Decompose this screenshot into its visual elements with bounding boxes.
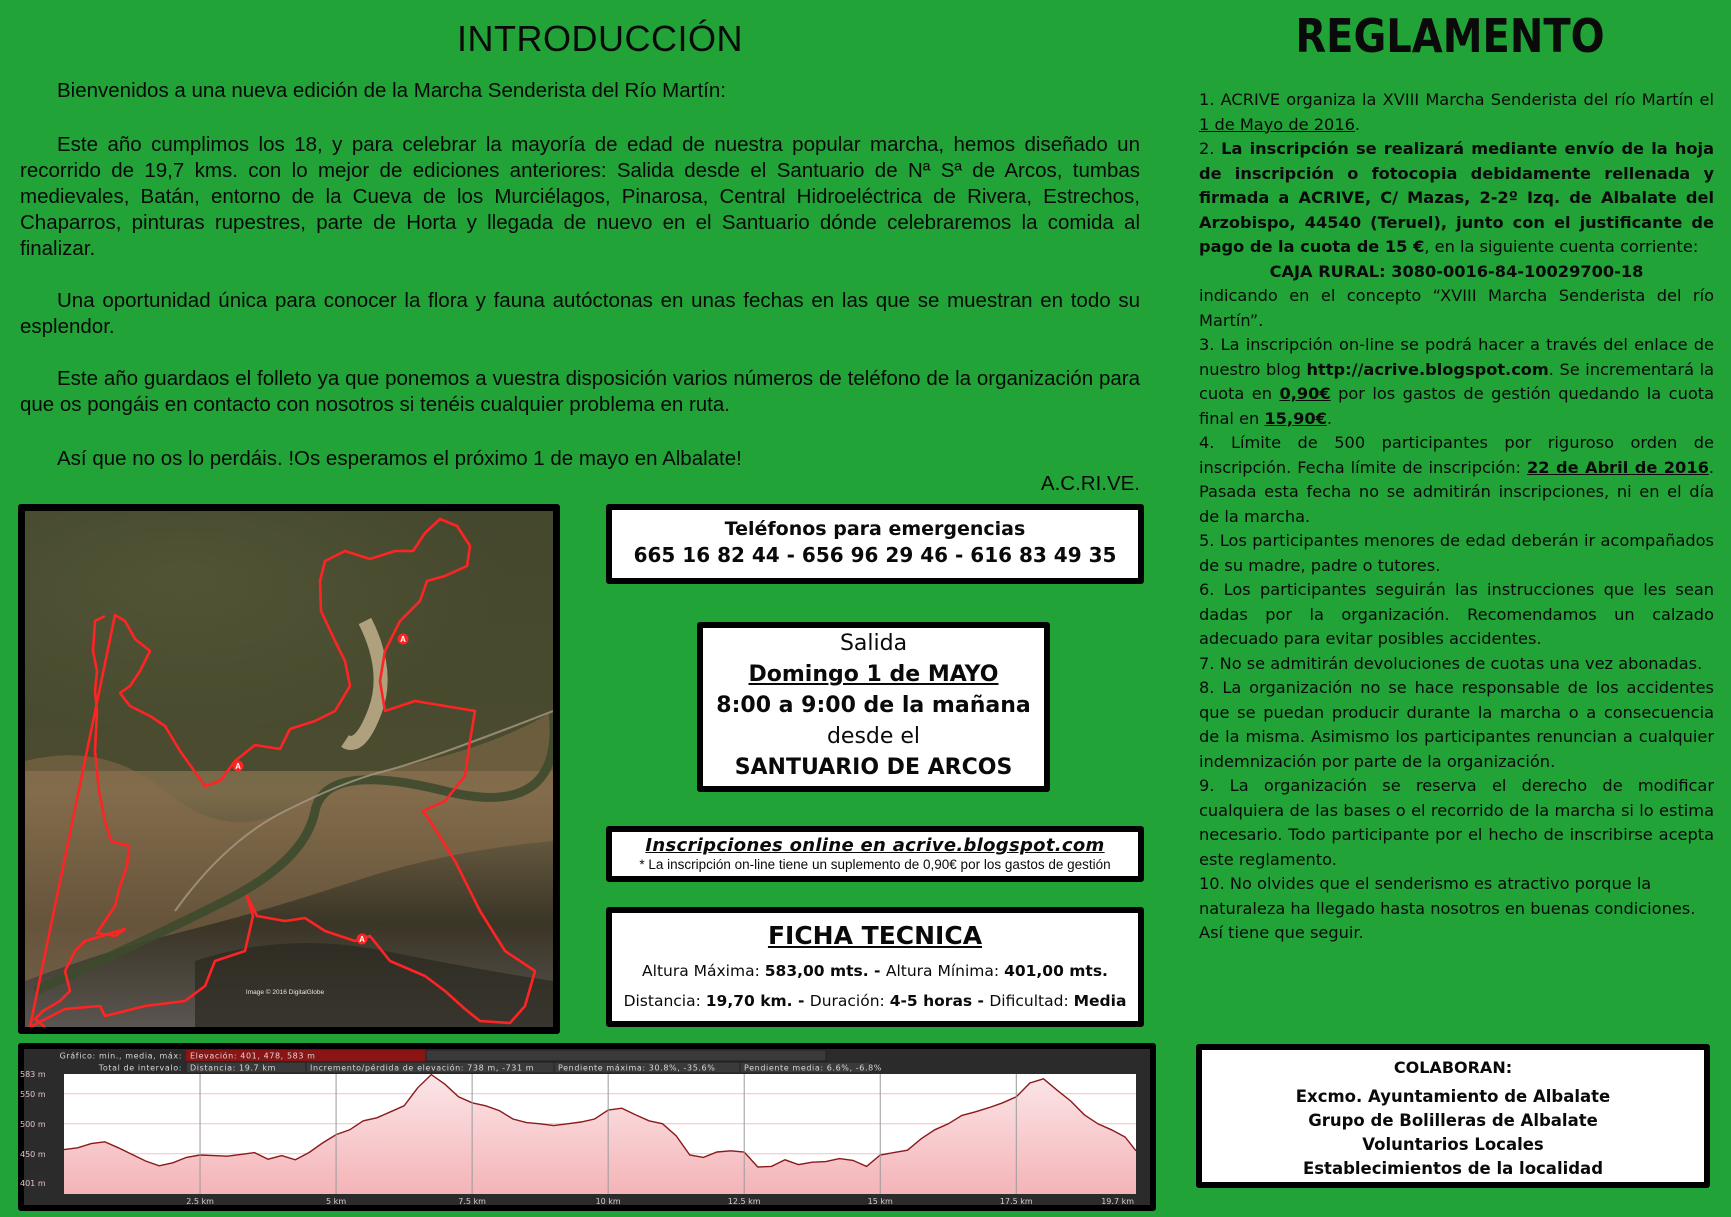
- distance-row: [612, 992, 1138, 1010]
- rule-3-text3: por los gastos de gestión quedando la cuota final en: [1199, 384, 1714, 428]
- map-canvas: [25, 511, 553, 1027]
- start-from-label: desde el: [826, 724, 921, 749]
- start-info-box: [697, 622, 1050, 792]
- start-location: SANTUARIO DE ARCOS: [734, 755, 1013, 780]
- phones-title: Teléfonos para emergencias: [724, 518, 1026, 540]
- header-interval-label: Total de intervalo:: [98, 1063, 182, 1073]
- online-fee: 0,90€: [1279, 384, 1331, 403]
- rule-2-number: 2.: [1199, 139, 1222, 158]
- intro-closing-paragraph: Así que no os lo perdáis. !Os esperamos el próximo 1 de mayo en Albalate!: [57, 447, 742, 470]
- route-marker-3: [357, 934, 368, 945]
- route-marker-2: [398, 634, 409, 645]
- y-tick-label: 583 m: [20, 1070, 46, 1079]
- rule-4: [1199, 431, 1714, 529]
- online-registration-note: * La inscripción on-line tiene un suplemento de 0,90€ por los gastos de gestión: [639, 857, 1111, 872]
- distance-label: Distancia:: [623, 992, 701, 1010]
- header-graph-label: Gráfico: min., media, máx:: [59, 1051, 182, 1061]
- intro-phones-paragraph: Este año guardaos el folleto ya que ponemos a vuestra disposición varios números de teléfono de la organización para que os pongáis en contacto con nosotros si tenéis cualquier problema en ruta.: [20, 367, 1140, 416]
- svg-text:A: A: [359, 935, 365, 944]
- x-tick-label: 12.5 km: [727, 1197, 761, 1206]
- distance-value: 19,70 km.: [705, 992, 793, 1010]
- elevation-profile-chart: [18, 1043, 1156, 1211]
- rule-3-text2: . Se incrementará la cuota en: [1199, 359, 1714, 403]
- start-label: Salida: [839, 631, 908, 656]
- y-tick-label: 550 m: [20, 1089, 46, 1099]
- rule-8: 8. La organización no se hace responsable de los accidentes que se puedan producir durante la marcha o a consecuencia de la misma. Asimismo los participantes renuncian a cualquier indemnización por parte de la organización.: [1199, 678, 1714, 771]
- intro-welcome-paragraph: Bienvenidos a una nueva edición de la Marcha Senderista del Río Martín:: [57, 79, 726, 102]
- rule-10: 10. No olvides que el senderismo es atractivo porque la naturaleza ha llegado hasta nosotros en buenas condiciones. Así tiene que seguir.: [1199, 874, 1696, 942]
- header-avg-slope: Pendiente media: 6.6%, -6.8%: [744, 1063, 883, 1073]
- intro-route-paragraph: Este año cumplimos los 18, y para celebrar la mayoría de edad de nuestra popular marcha, hemos diseñado un recorrido de 19,7 kms. con lo mejor de ediciones anteriores: Salida desde el Santuario de Nª Sª de Arcos, tumbas medievales, Batán, entorno de la Cueva de los Murciélagos, Pinarosa, Central Hidroeléctrica de Rivera, Estrechos, Chaparros, pinturas rupestres, parte de Horta y llegada de nuevo en el Santuario dónde celebraremos la comida al finalizar.: [20, 133, 1140, 260]
- rule-2-concept: indicando en el concepto “XVIII Marcha Senderista del río Martín”.: [1199, 286, 1714, 330]
- alt-min-value: 401,00 mts.: [1004, 962, 1108, 980]
- intro-title: INTRODUCCIÓN: [457, 18, 743, 59]
- rule-3-end: .: [1326, 408, 1333, 428]
- rule-7: 7. No se admitirán devoluciones de cuotas una vez abonadas.: [1199, 653, 1703, 673]
- collaborators-title: COLABORAN:: [1393, 1058, 1513, 1077]
- header-elevation: Elevación: 401, 478, 583 m: [190, 1051, 316, 1061]
- y-tick-label: 450 m: [20, 1149, 46, 1159]
- x-tick-label: 10 km: [595, 1197, 621, 1206]
- y-tick-label: 401 m: [20, 1179, 46, 1189]
- separator: -: [972, 992, 990, 1010]
- rule-1: [1199, 88, 1714, 137]
- emergency-phones-box: [606, 504, 1144, 584]
- rule-1-end: .: [1354, 114, 1361, 134]
- altitude-row: [612, 962, 1138, 980]
- rule-2-bold: La inscripción se realizará mediante envío de la hoja de inscripción o fotocopia debidamente rellenada y firmada a ACRIVE, C/ Mazas, 2-2º Izq. de Albalate del Arzobispo, 44540 (Teruel), junto con el justificante de pago de la cuota de 15 €: [1199, 139, 1714, 256]
- rule-5: 5. Los participantes menores de edad deberán ir acompañados de su madre, padre o tutores.: [1199, 531, 1714, 575]
- elevation-profile-svg: [18, 1043, 1156, 1211]
- rule-2-text: , en la siguiente cuenta corriente:: [1424, 237, 1699, 256]
- x-tick-label: 5 km: [326, 1197, 347, 1206]
- deadline-date: 22 de Abril de 2016: [1527, 457, 1709, 477]
- rule-6: 6. Los participantes seguirán las instrucciones que les sean dadas por la organización. Recomendamos un calzado adecuado para evitar posibles accidentes.: [1199, 580, 1714, 648]
- route-satellite-map: [18, 504, 560, 1034]
- online-registration-link[interactable]: Inscripciones online en acrive.blogspot.com: [645, 835, 1105, 856]
- duration-label: Duración:: [809, 992, 885, 1010]
- intro-flora-paragraph: Una oportunidad única para conocer la flora y fauna autóctonas en unas fechas en las que se muestran en todo su esplendor.: [20, 289, 1140, 338]
- header-gain-loss: Incremento/pérdida de elevación: 738 m, -731 m: [310, 1063, 535, 1073]
- rule-2: [1199, 137, 1714, 260]
- map-credit: Image © 2016 DigitalGlobe: [245, 989, 325, 996]
- rules-title: REGLAMENTO: [1295, 10, 1605, 64]
- collaborator-item: Excmo. Ayuntamiento de Albalate: [1295, 1087, 1611, 1106]
- rule-3: [1199, 333, 1714, 431]
- alt-max-value: 583,00 mts.: [764, 962, 869, 980]
- alt-max-label: Altura Máxima:: [642, 962, 760, 980]
- rule-4-end: . Pasada esta fecha no se admitirán inscripciones, ni en el día de la marcha.: [1199, 457, 1715, 526]
- start-time: 8:00 a 9:00 de la mañana: [716, 693, 1031, 718]
- x-tick-label: 19.7 km: [1101, 1197, 1134, 1206]
- y-tick-label: 500 m: [20, 1119, 46, 1129]
- online-registration-box: [606, 826, 1144, 882]
- phones-numbers: 665 16 82 44 - 656 96 29 46 - 616 83 49 35: [633, 543, 1117, 567]
- x-tick-label: 17.5 km: [999, 1197, 1033, 1206]
- bank-account: CAJA RURAL: 3080-0016-84-10029700-18: [1269, 261, 1644, 281]
- blog-link[interactable]: http://acrive.blogspot.com: [1306, 359, 1549, 379]
- start-date: Domingo 1 de MAYO: [748, 662, 999, 687]
- collaborator-item: Voluntarios Locales: [1362, 1135, 1544, 1154]
- duration-value: 4-5 horas: [889, 992, 973, 1010]
- svg-text:A: A: [400, 635, 406, 644]
- rule-9: 9. La organización se reserva el derecho de modificar cualquiera de las bases o el recorrido de la marcha si lo estima necesario. Todo participante por el hecho de inscribirse acepta este reglamento.: [1199, 776, 1714, 869]
- svg-text:A: A: [235, 762, 241, 771]
- collaborator-item: Establecimientos de la localidad: [1302, 1159, 1604, 1178]
- x-tick-label: 2.5 km: [186, 1197, 214, 1206]
- alt-min-label: Altura Mínima:: [885, 962, 1000, 980]
- rule-4-text: 4. Límite de 500 participantes por riguroso orden de inscripción. Fecha límite de inscripción:: [1199, 433, 1714, 477]
- collaborators-box: [1196, 1044, 1710, 1188]
- difficulty-value: Media: [1073, 992, 1127, 1010]
- technical-sheet-title: FICHA TECNICA: [767, 921, 983, 950]
- rule-3-text: 3. La inscripción on-line se podrá hacer a través del enlace de nuestro blog: [1199, 335, 1714, 379]
- rule-1-date: 1 de Mayo de 2016: [1199, 114, 1355, 134]
- x-tick-label: 7.5 km: [458, 1197, 486, 1206]
- final-fee: 15,90€: [1264, 408, 1327, 428]
- header-distance: Distancia: 19.7 km: [190, 1063, 277, 1073]
- separator: -: [868, 962, 886, 980]
- rules-body: [1199, 88, 1714, 946]
- header-row1-bg: [426, 1050, 826, 1061]
- separator: -: [792, 992, 810, 1010]
- rule-1-text: 1. ACRIVE organiza la XVIII Marcha Senderista del río Martín el: [1199, 90, 1714, 109]
- x-tick-label: 15 km: [867, 1197, 893, 1206]
- collaborator-item: Grupo de Bolilleras de Albalate: [1308, 1111, 1598, 1130]
- route-marker-1: [233, 761, 244, 772]
- difficulty-label: Dificultad:: [989, 992, 1069, 1010]
- technical-sheet-box: [606, 907, 1144, 1027]
- intro-signature: A.C.RI.VE.: [1040, 472, 1140, 495]
- header-max-slope: Pendiente máxima: 30.8%, -35.6%: [558, 1063, 716, 1073]
